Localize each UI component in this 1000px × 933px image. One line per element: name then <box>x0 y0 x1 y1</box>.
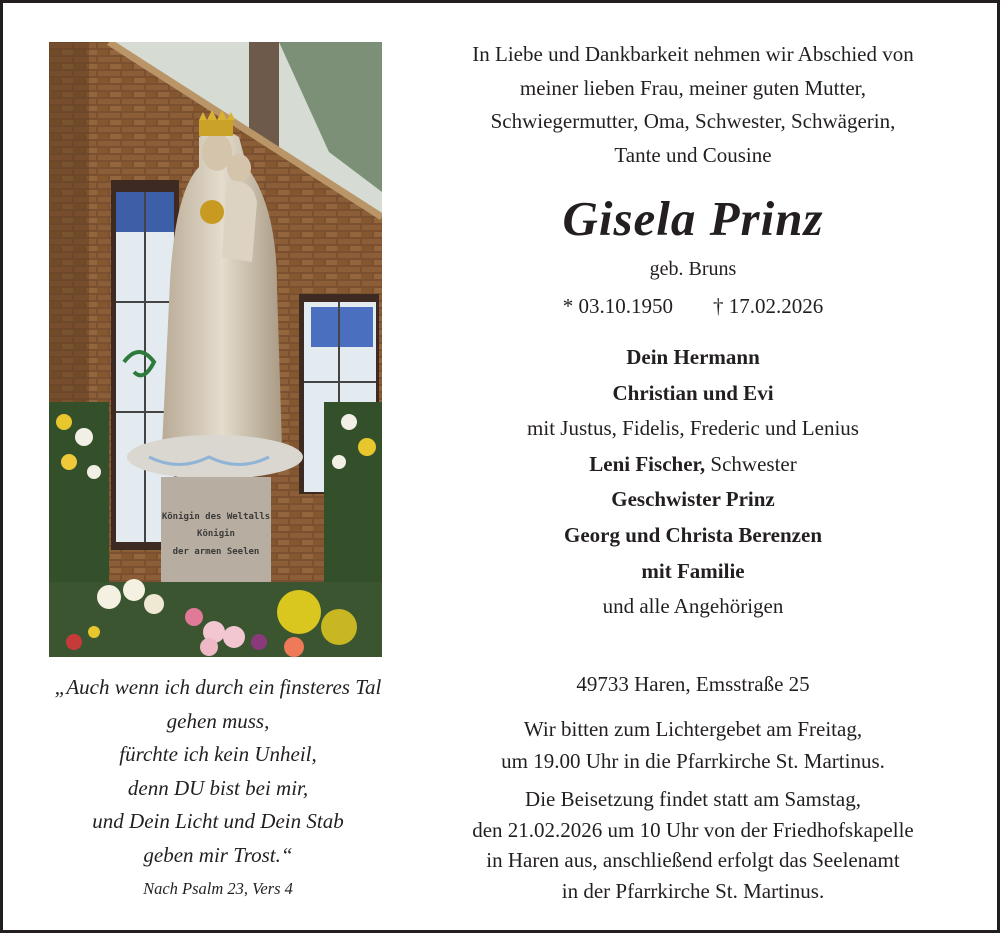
mourner-line: und alle Angehörigen <box>602 594 784 619</box>
quote-line: geben mir Trost.“ <box>143 842 293 867</box>
quote-source: Nach Psalm 23, Vers 4 <box>143 879 293 898</box>
funeral-line: Die Beisetzung findet statt am Samstag, <box>525 787 861 811</box>
inscription-line-2: Königin <box>197 529 235 539</box>
mourner-line: Geschwister Prinz <box>611 487 775 512</box>
birth-date: * 03.10.1950 <box>562 294 673 318</box>
prayer-line: Wir bitten zum Lichtergebet am Freitag, <box>523 717 863 741</box>
funeral-notice <box>423 784 963 906</box>
intro-line: Schwiegermutter, Oma, Schwester, Schwägerin, <box>490 109 896 133</box>
funeral-line: in der Pfarrkirche St. Martinus. <box>561 878 825 903</box>
death-date: † 17.02.2026 <box>713 294 824 318</box>
mourner-line: Christian und Evi <box>612 380 774 405</box>
sister-relation: Schwester <box>705 451 797 476</box>
intro-line: Tante und Cousine <box>614 142 772 167</box>
intro-line: In Liebe und Dankbarkeit nehmen wir Abschied von <box>472 42 914 66</box>
quote-line: gehen muss, <box>166 708 270 733</box>
mourner-line: Dein Hermann <box>626 345 760 369</box>
funeral-line: den 21.02.2026 um 10 Uhr von der Friedhofskapelle <box>472 817 914 842</box>
mourners-list <box>423 340 963 625</box>
intro-line: meiner lieben Frau, meiner guten Mutter, <box>519 75 867 100</box>
quote-line: „Auch wenn ich durch ein finsteres Tal <box>54 675 382 699</box>
funeral-line: in Haren aus, anschließend erfolgt das Seelenamt <box>486 848 900 872</box>
madonna-statue-photo <box>49 42 382 657</box>
quote-line: fürchte ich kein Unheil, <box>119 742 317 766</box>
life-dates <box>423 290 963 322</box>
address: 49733 Haren, Emsstraße 25 <box>576 672 810 696</box>
psalm-quote <box>33 671 403 904</box>
mourner-line: mit Justus, Fidelis, Frederic und Lenius <box>527 416 859 441</box>
maiden-name: geb. Bruns <box>649 258 737 280</box>
mourner-line: mit Familie <box>641 558 745 583</box>
intro-text <box>423 38 963 172</box>
prayer-notice <box>423 713 963 777</box>
quote-line: denn DU bist bei mir, <box>127 775 309 800</box>
quote-line: und Dein Licht und Dein Stab <box>92 809 344 833</box>
inscription-line-1: Königin des Weltalls <box>161 512 271 522</box>
mourner-line: Georg und Christa Berenzen <box>563 522 823 547</box>
sister-name: Leni Fischer, <box>589 451 706 476</box>
mourner-line-sister <box>423 447 963 483</box>
deceased-name: Gisela Prinz <box>562 191 824 246</box>
inscription-line-3: der armen Seelen <box>172 547 260 557</box>
prayer-line: um 19.00 Uhr in die Pfarrkirche St. Martinus. <box>501 749 885 773</box>
